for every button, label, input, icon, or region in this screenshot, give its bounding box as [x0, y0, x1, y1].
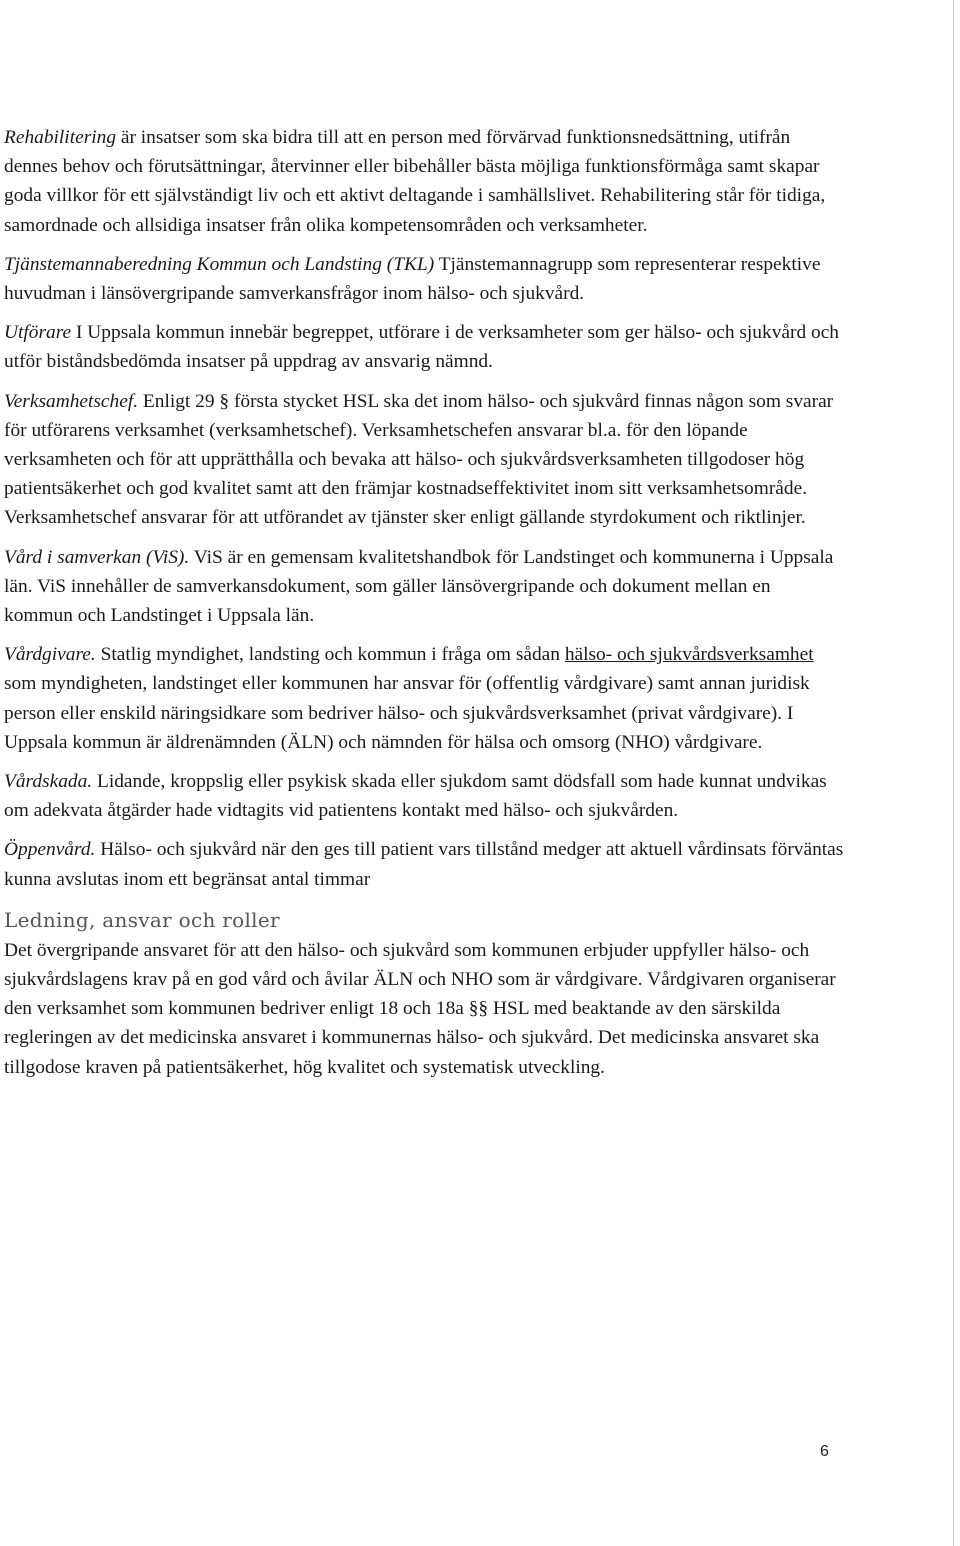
- definition-text: Hälso- och sjukvård när den ges till patient vars tillstånd medger att aktuell vårdinsats förväntas kunna avslutas inom ett begränsat antal timmar: [4, 839, 844, 890]
- underlined-link-text[interactable]: hälso- och sjukvårdsverksamhet: [564, 644, 814, 666]
- definition-text: Lidande, kroppslig eller psykisk skada eller sjukdom samt dödsfall som hade kunnat undvikas om adekvata åtgärder hade vidtagits vid patientens kontakt med hälso- och sjukvården.: [4, 771, 827, 822]
- definition-term: Öppenvård.: [4, 839, 96, 861]
- definition-text-before: Statlig myndighet, landsting och kommun i fråga om sådan: [95, 644, 565, 666]
- definition-text: är insatser som ska bidra till att en person med förvärvad funktionsnedsättning, utifrån dennes behov och förutsättningar, återvinner eller bibehåller bästa möjliga funktionsförmåga samt skapar goda villkor för ett självständigt liv och ett aktivt deltagande i samhällslivet. Rehabilitering står för tidiga, samordnade och allsidiga insatser från olika kompetensområden och verksamheter.: [4, 127, 826, 236]
- definition-verksamhetschef: [4, 387, 844, 533]
- section-body: Det övergripande ansvaret för att den hälso- och sjukvård som kommunen erbjuder uppfyller hälso- och sjukvårdslagens krav på en god vård och åvilar ÄLN och NHO som är vårdgivare. Vårdgivaren organiserar den verksamhet som kommunen bedriver enligt 18 och 18a §§ HSL med beaktande av den särskilda regleringen av det medicinska ansvaret i kommunernas hälso- och sjukvård. Det medicinska ansvaret ska tillgodose kraven på patientsäkerhet, hög kvalitet och systematisk utveckling.: [4, 939, 836, 1078]
- page-number: 6: [820, 1443, 829, 1460]
- definition-term: Verksamhetschef.: [4, 390, 139, 412]
- definition-term: Vårdskada.: [4, 771, 93, 793]
- definition-rehabilitering: [4, 123, 844, 240]
- definition-text: I Uppsala kommun innebär begreppet, utförare i de verksamheter som ger hälso- och sjukvård och utför biståndsbedömda insatser på uppdrag av ansvarig nämnd.: [4, 322, 839, 373]
- definition-text: Enligt 29 § första stycket HSL ska det inom hälso- och sjukvård finnas någon som svarar för utförarens verksamhet (verksamhetschef). Verksamhetschefen ansvarar bl.a. för den löpande verksamheten och för att upprätthålla och bevaka att hälso- och sjukvårdsverksamheten tillgodoser hög patientsäkerhet och god kvalitet samt att den främjar kostnadseffektivitet inom sitt verksamhetsområde. Verksamhetschef ansvarar för att utförandet av tjänster sker enligt gällande styrdokument och riktlinjer.: [4, 390, 834, 529]
- section-heading: Ledning, ansvar och roller: [4, 907, 280, 932]
- page-edge-line: [953, 0, 954, 1546]
- definition-utforare: [4, 318, 844, 376]
- definition-tkl: [4, 250, 844, 308]
- definition-term: Rehabilitering: [4, 127, 117, 148]
- definition-vis: [4, 543, 844, 631]
- definition-oppenvard: [4, 835, 844, 893]
- definition-term: Utförare: [4, 322, 72, 344]
- definition-text: som myndigheten, landstinget eller kommunen har ansvar för (offentlig vårdgivare) samt annan juridisk person eller enskild näringsidkare som bedriver hälso- och sjukvårdsverksamhet (privat vårdgivare). I Uppsala kommun är äldrenämnden (ÄLN) och nämnden för hälsa och omsorg (NHO) vårdgivare.: [4, 673, 810, 753]
- definition-text: ViS är en gemensam kvalitetshandbok för Landstinget och kommunerna i Uppsala län. ViS innehåller de samverkansdokument, som gäller länsövergripande och dokument mellan en kommun och Landstinget i Uppsala län.: [4, 546, 834, 627]
- document-body: [4, 123, 844, 1082]
- definition-term: Vård i samverkan (ViS).: [4, 546, 190, 568]
- definition-term: Tjänstemannaberedning Kommun och Landsting (TKL): [4, 253, 435, 275]
- definition-term: Vårdgivare.: [4, 644, 96, 666]
- definition-text: Tjänstemannagrupp som representerar respektive huvudman i länsövergripande samverkansfrågor inom hälso- och sjukvård.: [4, 253, 821, 305]
- definition-vardgivare: [4, 640, 844, 757]
- definition-vardskada: [4, 767, 844, 825]
